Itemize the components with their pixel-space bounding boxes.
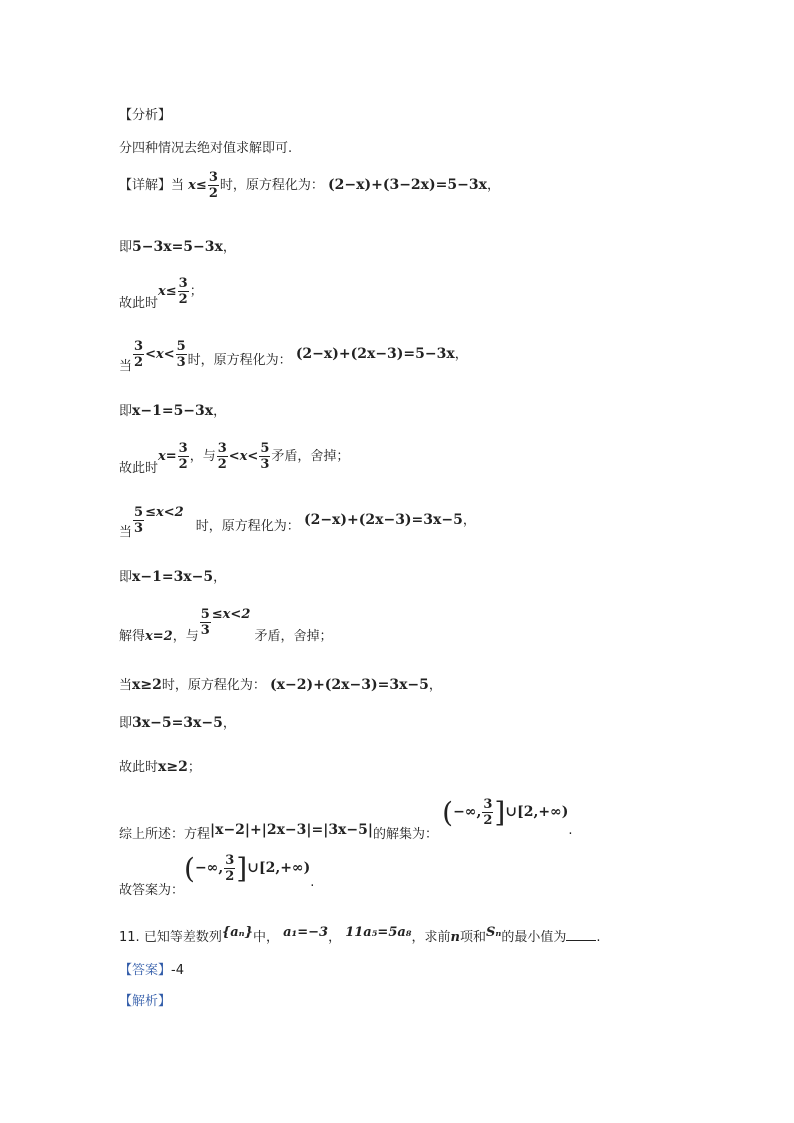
fraction: $\frac{5}{3}$ (260, 441, 270, 472)
fraction: $\frac{5}{3}$ (176, 339, 186, 370)
case2-result: 故此时x= $\frac{3}{2}$ ，与 $\frac{3}{2}$ <x< $\frac{5}{3}$ 矛盾，舍掉； (119, 441, 350, 476)
equation: 3x−5=3x−5 (132, 715, 223, 731)
question-11: 11. 已知等差数列{aₙ}中， a₁=−3， 11a₅=5a₈，求前n项和Sₙ的最小值为 . (119, 925, 601, 945)
fraction: $\frac{3}{2}$ (208, 170, 218, 201)
case2-simplified: 即x−1=5−3x， (119, 403, 227, 419)
fraction: $\frac{3}{2}$ (225, 853, 235, 884)
answer-set-line: 故答案为：(−∞, $\frac{3}{2}$ ]∪[2,+∞). (119, 852, 315, 898)
summary-line: 综上所述：方程|x−2|+|2x−3|=|3x−5|的解集为： (−∞, $\frac{3}{2}$ ]∪[2,+∞). (119, 796, 573, 842)
detail-header: 【详解】 (119, 178, 172, 193)
equation: x−1=5−3x (132, 403, 214, 419)
analysis-text: 分四种情况去绝对值求解即可. (119, 141, 293, 156)
answer-label: 【答案】 (119, 963, 172, 978)
case3-line: 当 $\frac{5}{3}$ ≤x<2 时，原方程化为： (2−x)+(2x−3)=3x−5， (119, 505, 476, 540)
answer-value: -4 (171, 963, 184, 978)
question-number: 11. (119, 930, 140, 945)
case2-line: 当 $\frac{3}{2}$ <x< $\frac{5}{3}$ 时，原方程化为： (2−x)+(2x−3)=5−3x， (119, 339, 468, 374)
answer-blank (566, 928, 596, 941)
equation: (2−x)+(3−2x)=5−3x (328, 177, 487, 193)
equation: (2−x)+(2x−3)=3x−5 (303, 512, 463, 528)
case1-result: 故此时x≤ $\frac{3}{2}$ ； (119, 276, 203, 311)
analysis-header: 【分析】 (119, 108, 172, 123)
answer-line (119, 959, 184, 978)
case3-result: 解得x=2，与 $\frac{5}{3}$ ≤x<2 矛盾，舍掉； (119, 607, 333, 644)
fraction: $\frac{3}{2}$ (217, 441, 227, 472)
explanation-line (119, 990, 171, 1009)
fraction: $\frac{3}{2}$ (483, 797, 493, 828)
equation: x−1=3x−5 (132, 569, 214, 585)
fraction: $\frac{3}{2}$ (178, 276, 188, 307)
case4-line: 当x≥2时，原方程化为： (x−2)+(2x−3)=3x−5， (119, 677, 442, 693)
explanation-label: 【解析】 (119, 994, 172, 1009)
fraction: $\frac{5}{3}$ (200, 607, 210, 638)
fraction: $\frac{3}{2}$ (134, 339, 144, 370)
case1-simplified: 即5−3x=5−3x， (119, 239, 236, 255)
case3-simplified: 即x−1=3x−5， (119, 569, 227, 585)
case4-result: 故此时x≥2； (119, 759, 201, 775)
equation: (2−x)+(2x−3)=5−3x (295, 346, 455, 362)
case1-line: 【详解】当 x≤ $\frac{3}{2}$ 时，原方程化为： (2−x)+(3−2x)=5−3x， (119, 170, 500, 201)
equation: 5−3x=5−3x (132, 239, 223, 255)
equation: |x−2|+|2x−3|=|3x−5| (210, 822, 373, 838)
equation: (x−2)+(2x−3)=3x−5 (270, 677, 429, 693)
fraction: $\frac{5}{3}$ (134, 505, 144, 536)
case4-simplified: 即3x−5=3x−5， (119, 715, 236, 731)
fraction: $\frac{3}{2}$ (178, 441, 188, 472)
